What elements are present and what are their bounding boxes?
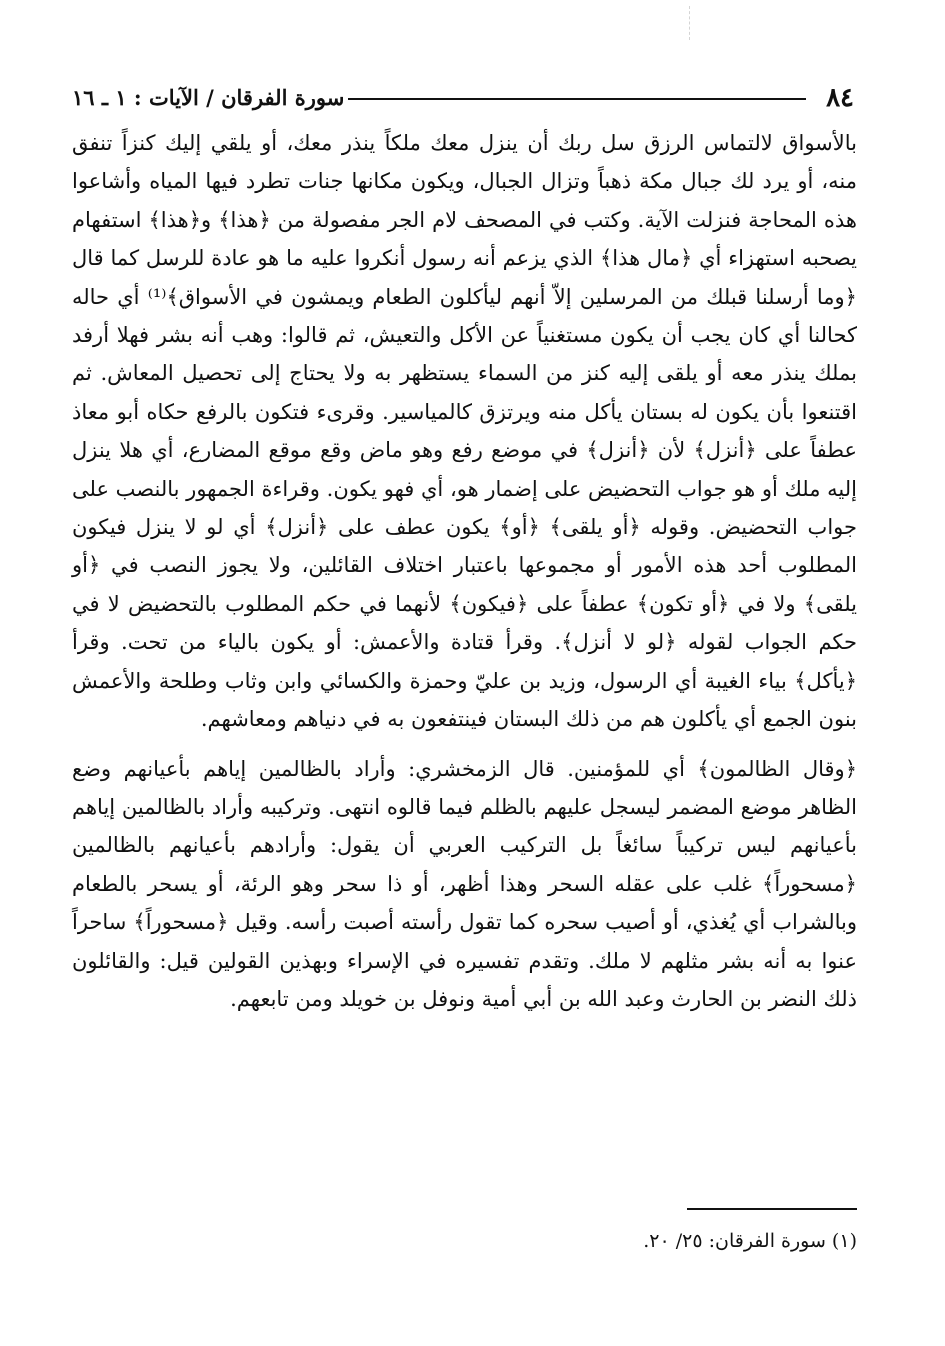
page-crease [689,6,691,40]
paragraph: بالأسواق لالتماس الرزق سل ربك أن ينزل معك ملكاً ينذر معك، أو يلقي إليك كنزاً تنفق منه، أو يرد لك جبال مكة ذهباً وتزال الجبال، ويكون مكانها جنات تطرد فيها المياه وأشاعوا هذه المحاجة فنزلت الآية. وكتب في المصحف لام الجر مفصولة من ﴿هذا﴾ و﴿هذا﴾ استفهام يصحبه استهزاء أي ﴿مال هذا﴾ الذي يزعم أنه رسول أنكروا عليه ما هو عادة للرسل كما قال ﴿وما أرسلنا قبلك من المرسلين إلاّ أنهم ليأكلون الطعام ويمشون في الأسواق﴾⁽¹⁾ أي حاله كحالنا أي كان يجب أن يكون مستغنياً عن الأكل والتعيش، ثم قالوا: وهب أنه بشر فهلا أرفد بملك ينذر معه أو يلقى إليه كنز من السماء يستظهر به ولا يحتاج إلى تحصيل المعاش. ثم اقتنعوا بأن يكون له بستان يأكل منه ويرتزق كالمياسير. وقرىء فتكون بالرفع حكاه أبو معاذ عطفاً على ﴿أنزل﴾ لأن ﴿أنزل﴾ في موضع رفع وهو ماض وقع موقع المضارع، أي هلا ينزل إليه ملك أو هو جواب التحضيض على إضمار هو، أي فهو يكون. وقراءة الجمهور بالنصب على جواب التحضيض. وقوله ﴿أو يلقى﴾ ﴿أو﴾ يكون عطف على ﴿أنزل﴾ أي لو لا ينزل فيكون المطلوب أحد هذه الأمور أو مجموعها باعتبار اختلاف القائلين، ولا يجوز النصب في ﴿أو يلقى﴾ ولا في ﴿أو تكون﴾ عطفاً على ﴿فيكون﴾ لأنهما في حكم المطلوب بالتحضيض لا في حكم الجواب لقوله ﴿لو لا أنزل﴾. وقرأ قتادة والأعمش: أو يكون بالياء من تحت. وقرأ ﴿يأكل﴾ بياء الغيبة أي الرسول، وزيد بن عليّ وحمزة والكسائي وابن وثاب وطلحة والأعمش بنون الجمع أي يأكلون هم من ذلك البستان فينتفعون به في دنياهم ومعاشهم. [72,131,857,732]
header-rule [348,98,806,100]
footnote-rule [687,1208,857,1210]
page-header [72,80,854,118]
running-title: سورة الفرقان / الآيات : ١ ـ ١٦ [72,85,345,110]
footnote: (١) سورة الفرقان: ٢٥/ ٢٠. [643,1230,857,1252]
paragraph: ﴿وقال الظالمون﴾ أي للمؤمنين. قال الزمخشري: وأراد بالظالمين إياهم بأعيانهم وضع الظاهر موضع المضمر ليسجل عليهم بالظلم فيما قالوه انتهى. وتركيبه وأراد بالظالمين إياهم بأعيانهم ليس تركيباً سائغاً بل التركيب العربي أن يقول: وأرادهم بأعيانهم بالظالمين ﴿مسحوراً﴾ غلب على عقله السحر وهذا أظهر، أو ذا سحر وهو الرئة، أو يسحر بالطعام وبالشراب أي يُغذي، أو أصيب سحره كما تقول رأسته أصبت رأسه. وقيل ﴿مسحوراً﴾ ساحراً عنوا به أنه بشر مثلهم لا ملك. وتقدم تفسيره في الإسراء وبهذين القولين قيل: والقائلون ذلك النضر بن الحارث وعبد الله بن أبي أمية ونوفل بن خويلد ومن تابعهم. [72,756,857,1011]
main-text [72,124,857,1018]
page-number: ٨٤ [826,83,854,113]
